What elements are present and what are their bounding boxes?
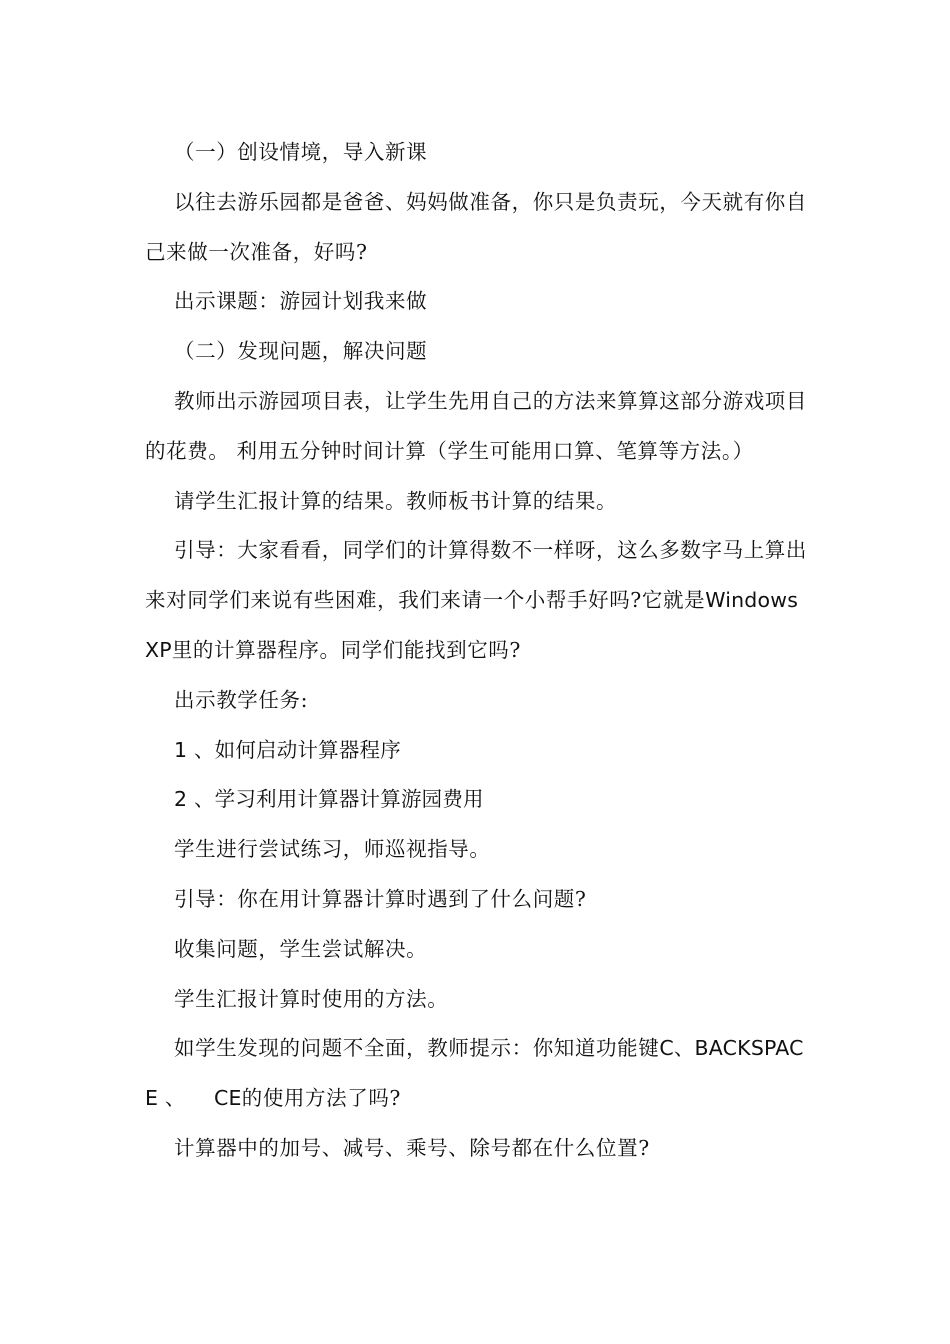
paragraph-task-table: 教师出示游园项目表，让学生先用自己的方法来算算这部分游戏项目的花费。 利用五分钟时间计算（学生可能用口算、笔算等方法。） (145, 388, 807, 463)
list-item-2 (145, 775, 810, 825)
paragraph-hint (145, 1024, 810, 1124)
paragraph-tasks-title: 出示教学任务: (174, 687, 309, 712)
key-backspace: BACKSPACE 、 (145, 1036, 804, 1111)
paragraph-operators: 计算器中的加号、减号、乘号、除号都在什么位置? (174, 1135, 650, 1160)
hint-tail: 的使用方法了吗? (241, 1086, 402, 1111)
key-c: C、 (659, 1036, 695, 1061)
paragraph-report: 请学生汇报计算的结果。教师板书计算的结果。 (174, 488, 618, 513)
paragraph-collect: 收集问题，学生尝试解决。 (174, 936, 428, 961)
paragraph-guide-2: 引导：你在用计算器计算时遇到了什么问题? (174, 886, 587, 911)
list-item-2-text: 2 、学习利用计算器计算游园费用 (174, 787, 484, 812)
hint-text: 如学生发现的问题不全面，教师提示：你知道功能键 (174, 1036, 660, 1061)
list-item-1-text: 1 、如何启动计算器程序 (174, 737, 401, 762)
paragraph-topic: 出示课题：游园计划我来做 (174, 289, 428, 314)
paragraph-guide-1 (145, 526, 810, 675)
document-body (145, 128, 810, 1174)
paragraph-intro: 以往去游乐园都是爸爸、妈妈做准备，你只是负责玩，今天就有你自己来做一次准备，好吗? (145, 189, 807, 264)
key-ce: CE (214, 1086, 242, 1111)
paragraph-method: 学生汇报计算时使用的方法。 (174, 986, 449, 1011)
paragraph-practice: 学生进行尝试练习，师巡视指导。 (174, 837, 491, 862)
windows-xp-term: WindowsXP (145, 588, 799, 662)
list-item-1 (145, 726, 810, 776)
section-heading-1: （一）创设情境，导入新课 (174, 140, 428, 164)
guide-1-tail: 里的计算器程序。同学们能找到它吗? (171, 637, 522, 662)
guide-1-text: 引导：大家看看，同学们的计算得数不一样呀，这么多数字马上算出来对同学们来说有些困难，我们来请一个小帮手好吗?它就是 (145, 538, 807, 613)
section-heading-2: （二）发现问题，解决问题 (174, 339, 428, 364)
